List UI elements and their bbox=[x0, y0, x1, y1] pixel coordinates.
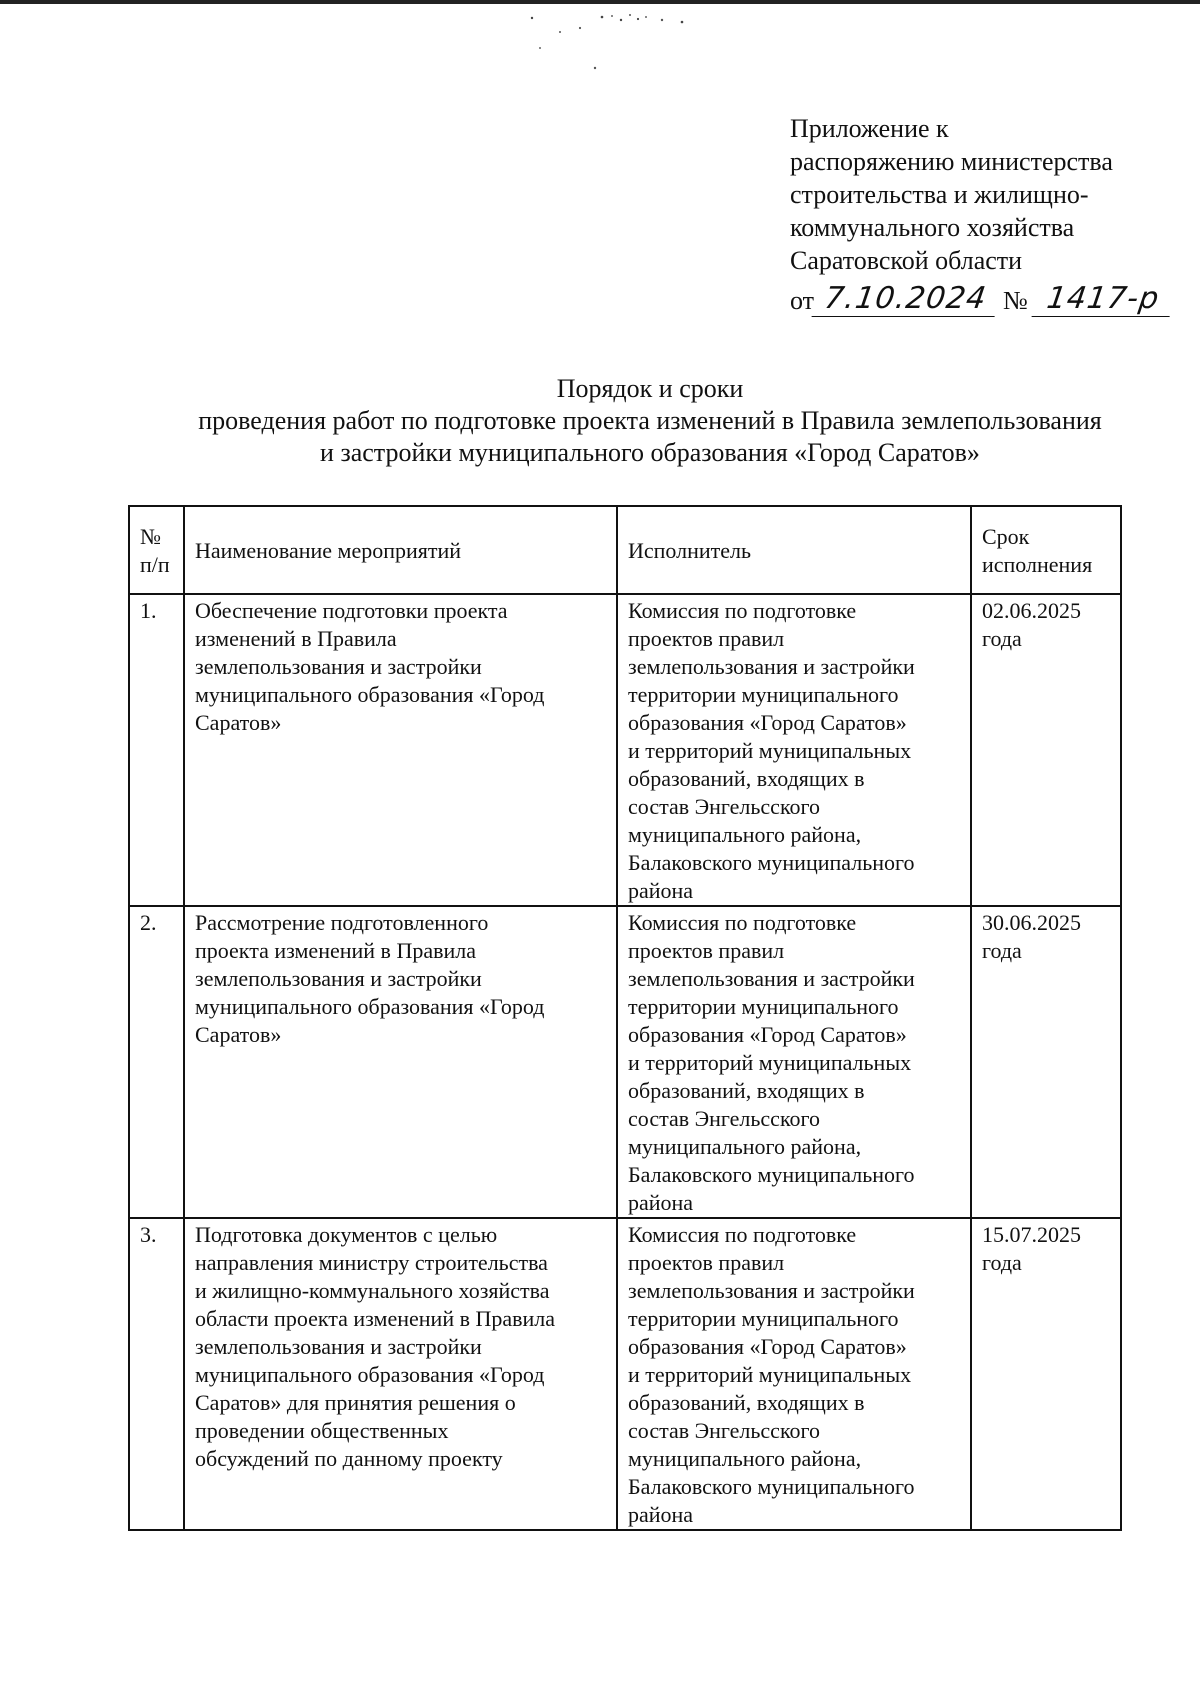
executor-line: муниципального района, bbox=[628, 822, 862, 847]
deadline bbox=[971, 906, 1121, 1218]
activity-name-line: Рассмотрение подготовленного bbox=[195, 910, 489, 935]
executor-line: Комиссия по подготовке bbox=[628, 910, 857, 935]
deadline-line: 15.07.2025 bbox=[982, 1222, 1081, 1247]
activity-name-line: Подготовка документов с целью bbox=[195, 1222, 498, 1247]
executor-line: образования «Город Саратов» bbox=[628, 710, 907, 735]
row-number: 2. bbox=[129, 906, 184, 1218]
executor-line: Балаковского муниципального bbox=[628, 850, 915, 875]
executor-line: образования «Город Саратов» bbox=[628, 1334, 907, 1359]
activity-name-line: Саратов» bbox=[195, 710, 282, 735]
handwritten-number: 1417-р bbox=[1031, 282, 1174, 317]
executor-line: территории муниципального bbox=[628, 1306, 899, 1331]
activity-name-line: проведении общественных bbox=[195, 1418, 449, 1443]
executor-line: состав Энгельсского bbox=[628, 794, 820, 819]
from-label: от bbox=[790, 286, 815, 315]
activity-name bbox=[184, 1218, 617, 1530]
executor-line: Комиссия по подготовке bbox=[628, 1222, 857, 1247]
executor-line: проектов правил bbox=[628, 626, 785, 651]
executor-line: муниципального района, bbox=[628, 1446, 862, 1471]
activity-name-line: области проекта изменений в Правила bbox=[195, 1306, 556, 1331]
activity-name-line: направления министру строительства bbox=[195, 1250, 548, 1275]
executor-line: образований, входящих в bbox=[628, 1390, 865, 1415]
activity-name bbox=[184, 906, 617, 1218]
activity-name-line: землепользования и застройки bbox=[195, 654, 482, 679]
number-label: № bbox=[1003, 286, 1028, 315]
activity-name-line: землепользования и застройки bbox=[195, 966, 482, 991]
header-number: № п/п bbox=[129, 506, 184, 594]
executor-line: района bbox=[628, 1190, 694, 1215]
title-line: Порядок и сроки bbox=[556, 374, 744, 403]
deadline bbox=[971, 594, 1121, 906]
executor-line: территории муниципального bbox=[628, 994, 899, 1019]
executor-line: состав Энгельсского bbox=[628, 1106, 820, 1131]
appendix-line: коммунального хозяйства bbox=[790, 213, 1075, 242]
scan-noise-specks bbox=[520, 8, 750, 78]
executor-line: состав Энгельсского bbox=[628, 1418, 820, 1443]
appendix-line: Саратовской области bbox=[790, 246, 1023, 275]
deadline-line: года bbox=[982, 1250, 1022, 1275]
deadline-line: 30.06.2025 bbox=[982, 910, 1081, 935]
schedule-table bbox=[128, 505, 1122, 1531]
activity-name bbox=[184, 594, 617, 906]
executor-line: образования «Город Саратов» bbox=[628, 1022, 907, 1047]
header-deadline: Срок исполнения bbox=[971, 506, 1121, 594]
deadline-line: 02.06.2025 bbox=[982, 598, 1081, 623]
table-header-row bbox=[129, 506, 1121, 594]
executor-line: землепользования и застройки bbox=[628, 1278, 915, 1303]
executor-line: района bbox=[628, 1502, 694, 1527]
activity-name-line: обсуждений по данному проекту bbox=[195, 1446, 503, 1471]
activity-name-line: проекта изменений в Правила bbox=[195, 938, 476, 963]
executor bbox=[617, 906, 971, 1218]
executor-line: района bbox=[628, 878, 694, 903]
appendix-block bbox=[790, 112, 1190, 317]
executor-line: проектов правил bbox=[628, 938, 785, 963]
activity-name-line: Саратов» для принятия решения о bbox=[195, 1390, 516, 1415]
deadline bbox=[971, 1218, 1121, 1530]
header-executor: Исполнитель bbox=[617, 506, 971, 594]
row-number: 1. bbox=[129, 594, 184, 906]
table-row bbox=[129, 1218, 1121, 1530]
activity-name-line: Обеспечение подготовки проекта bbox=[195, 598, 508, 623]
table-row bbox=[129, 594, 1121, 906]
order-reference bbox=[790, 277, 1190, 317]
activity-name-line: Саратов» bbox=[195, 1022, 282, 1047]
executor-line: и территорий муниципальных bbox=[628, 1362, 912, 1387]
executor-line: и территорий муниципальных bbox=[628, 1050, 912, 1075]
deadline-line: года bbox=[982, 626, 1022, 651]
document-title bbox=[130, 373, 1170, 469]
appendix-line: строительства и жилищно- bbox=[790, 180, 1089, 209]
executor-line: Балаковского муниципального bbox=[628, 1474, 915, 1499]
executor-line: землепользования и застройки bbox=[628, 654, 915, 679]
appendix-line: распоряжению министерства bbox=[790, 147, 1113, 176]
executor-line: и территорий муниципальных bbox=[628, 738, 912, 763]
appendix-line: Приложение к bbox=[790, 114, 949, 143]
header-activity-name: Наименование мероприятий bbox=[184, 506, 617, 594]
executor bbox=[617, 1218, 971, 1530]
executor-line: Балаковского муниципального bbox=[628, 1162, 915, 1187]
executor bbox=[617, 594, 971, 906]
page-top-border bbox=[0, 0, 1200, 4]
activity-name-line: муниципального образования «Город bbox=[195, 994, 545, 1019]
title-line: и застройки муниципального образования «Город Саратов» bbox=[320, 438, 980, 467]
executor-line: образований, входящих в bbox=[628, 766, 865, 791]
activity-name-line: муниципального образования «Город bbox=[195, 682, 545, 707]
executor-line: территории муниципального bbox=[628, 682, 899, 707]
deadline-line: года bbox=[982, 938, 1022, 963]
table-row bbox=[129, 906, 1121, 1218]
executor-line: Комиссия по подготовке bbox=[628, 598, 857, 623]
executor-line: проектов правил bbox=[628, 1250, 785, 1275]
activity-name-line: изменений в Правила bbox=[195, 626, 397, 651]
activity-name-line: землепользования и застройки bbox=[195, 1334, 482, 1359]
executor-line: образований, входящих в bbox=[628, 1078, 865, 1103]
handwritten-date: 7.10.2024 bbox=[812, 282, 1000, 317]
executor-line: муниципального района, bbox=[628, 1134, 862, 1159]
activity-name-line: муниципального образования «Город bbox=[195, 1362, 545, 1387]
row-number: 3. bbox=[129, 1218, 184, 1530]
title-line: проведения работ по подготовке проекта изменений в Правила землепользования bbox=[198, 406, 1102, 435]
executor-line: землепользования и застройки bbox=[628, 966, 915, 991]
activity-name-line: и жилищно-коммунального хозяйства bbox=[195, 1278, 550, 1303]
